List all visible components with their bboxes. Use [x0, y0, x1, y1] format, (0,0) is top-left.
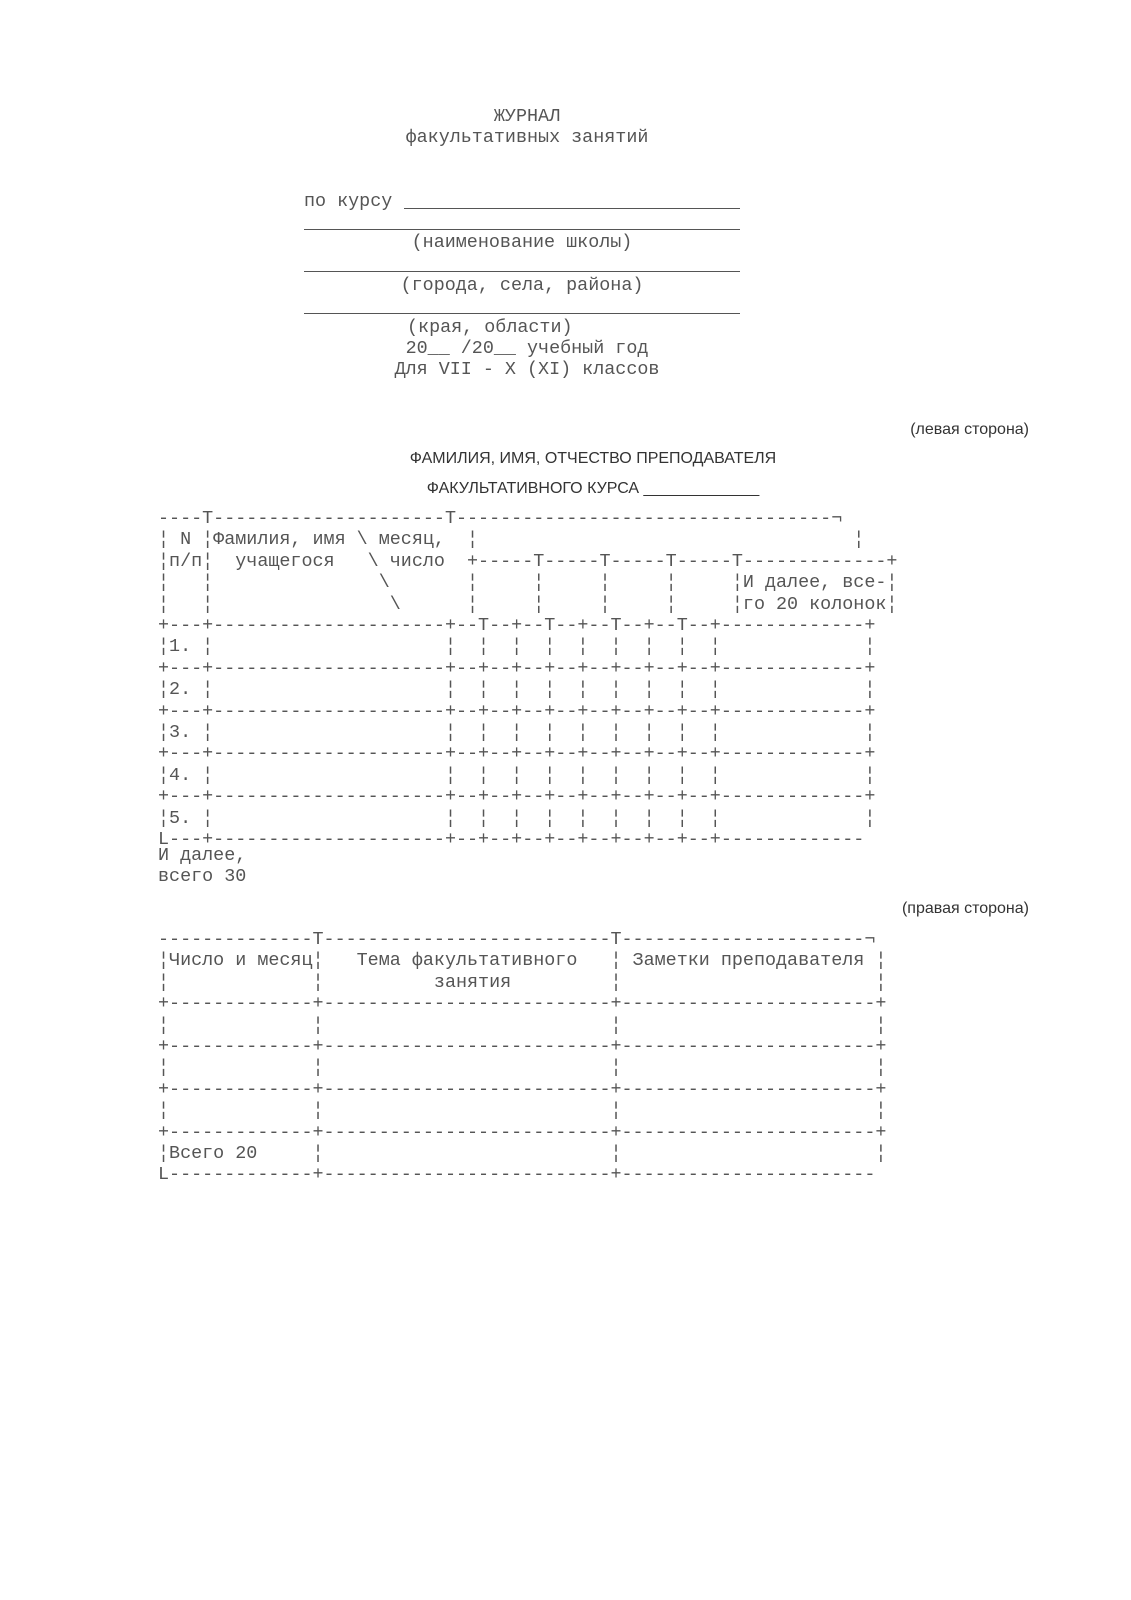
- school-field-line[interactable]: [304, 229, 740, 230]
- lessons-table: --------------T--------------------------T----------------------¬ ¦Число и месяц¦ Тема факультативного ¦ Заметки преподавателя ¦ ¦ ¦ занятия ¦ ¦ +-------------+--------------------------+-----------------------+ ¦ ¦ ¦ ¦ +-------------+--------------------------+-----------------------+ ¦ ¦ ¦ ¦ +-------------+--------------------------+-----------------------+ ¦ ¦ ¦ ¦ +-------------+--------------------------+-----------------------+ ¦Всего 20 ¦ ¦ ¦ L-------------+--------------------------+-----------------------: [158, 929, 887, 1186]
- classes-line: Для VII - X (XI) классов: [394, 359, 660, 380]
- city-caption: (города, села, района): [400, 275, 644, 296]
- attendance-footnote: И далее, всего 30: [158, 845, 247, 888]
- teacher-line-1: ФАМИЛИЯ, ИМЯ, ОТЧЕСТВО ПРЕПОДАВАТЕЛЯ: [409, 450, 777, 467]
- region-caption: (края, области): [407, 317, 573, 338]
- academic-year: 20__ /20__ учебный год: [405, 338, 649, 359]
- left-side-label: (левая сторона): [910, 421, 1029, 438]
- course-field-line[interactable]: [404, 208, 740, 209]
- region-field-line[interactable]: [304, 313, 740, 314]
- journal-title: ЖУРНАЛ: [493, 106, 561, 127]
- course-label: по курсу: [304, 191, 393, 212]
- right-side-label: (правая сторона): [901, 900, 1029, 917]
- journal-subtitle: факультативных занятий: [405, 127, 649, 148]
- attendance-table: ----T---------------------T----------------------------------¬ ¦ N ¦Фамилия, имя \ месяц, ¦ ¦ ¦п/п¦ учащегося \ число +-----T-----T-----T-----T-------------+ ¦ ¦ \ ¦ ¦ ¦ ¦ ¦И далее, все-¦ ¦ ¦ \ ¦ ¦ ¦ ¦ ¦го 20 колонок¦ +---+---------------------+--T--+--T--+--T--+--T--+-------------+ ¦1. ¦ ¦ ¦ ¦ ¦ ¦ ¦ ¦ ¦ ¦ ¦ +---+---------------------+--+--+--+--+--+--+--+--+-------------+ ¦2. ¦ ¦ ¦ ¦ ¦ ¦ ¦ ¦ ¦ ¦ ¦ +---+---------------------+--+--+--+--+--+--+--+--+-------------+ ¦3. ¦ ¦ ¦ ¦ ¦ ¦ ¦ ¦ ¦ ¦ ¦ +---+---------------------+--+--+--+--+--+--+--+--+-------------+ ¦4. ¦ ¦ ¦ ¦ ¦ ¦ ¦ ¦ ¦ ¦ ¦ +---+---------------------+--+--+--+--+--+--+--+--+-------------+ ¦5. ¦ ¦ ¦ ¦ ¦ ¦ ¦ ¦ ¦ ¦ ¦ L---+---------------------+--+--+--+--+--+--+--+--+-------------: [158, 508, 898, 851]
- teacher-line-2: ФАКУЛЬТАТИВНОГО КУРСА _____________: [426, 480, 760, 497]
- city-field-line[interactable]: [304, 271, 740, 272]
- school-caption: (наименование школы): [411, 232, 633, 253]
